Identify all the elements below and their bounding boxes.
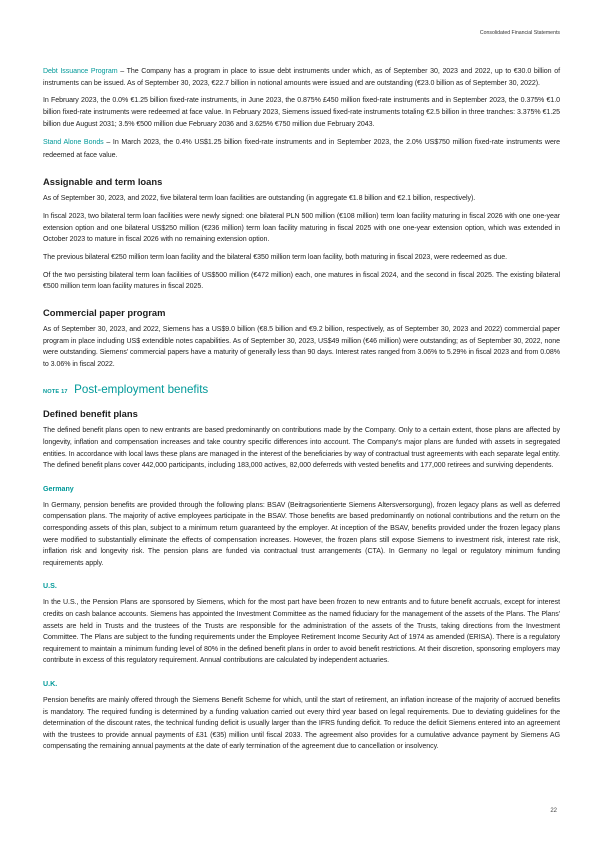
debt-issuance-text: The Company has a program in place to issue debt instruments under which, as of September 30, 2023 and 2022, up to €30.0 billion of instruments can be issued. As of September 30, 2023, €22.7 billion in notional amounts were issued and are outstanding (€23.0 billion as of September 30, 2022). — [43, 68, 560, 87]
loans-paragraph: As of September 30, 2023, and 2022, five bilateral term loan facilities are outstanding (in aggregate €1.8 billion and €2.1 billion, respectively). — [43, 195, 476, 203]
section-heading-defined-benefit: Defined benefit plans — [43, 408, 138, 420]
standalone-bonds-label: Stand Alone Bonds — [43, 139, 104, 147]
page-number: 22 — [550, 808, 557, 814]
commercial-paper-paragraph: As of September 30, 2023, and 2022, Siemens has a US$9.0 billion (€8.5 billion and €9.2 billion, respectively, as of September 30, 2023 and 2022) commercial paper program in place including US$ extendible notes capabilities. As of September 30, 2023, US$49 million (€46 million) were outstanding; as of September 30, 2022, none were outstanding. Siemens' commercial papers have a maturity of generally less than 90 days. Interest rates ranged from 3.06% to 5.29% in fiscal 2023 and from 0.08% to 3.06% in fiscal 2022. — [43, 326, 560, 368]
debt-issuance-paragraph — [43, 66, 560, 89]
loans-paragraph: Of the two persisting bilateral term loan facilities of US$500 million (€472 million) each, one matures in fiscal 2024, and the second in fiscal 2025. The existing bilateral €500 million term loan facility matures in fiscal 2025. — [43, 271, 560, 291]
loans-paragraph: The previous bilateral €250 million term loan facility and the bilateral €350 million term loan facility, both maturing in fiscal 2023, were redeemed as due. — [43, 254, 508, 262]
subheading-us: U.S. — [43, 582, 57, 591]
section-heading-loans: Assignable and term loans — [43, 176, 163, 188]
subheading-uk: U.K. — [43, 679, 58, 688]
uk-paragraph: Pension benefits are mainly offered through the Siemens Benefit Scheme for which, until the start of retirement, an inflation increase of the majority of accrued benefits is mandatory. The required funding is determined by a funding valuation carried out every third year based on legal requirements. Due to deviating guidelines for the determination of the discount rates, the technical funding deficit is usually larger than the IFRS funding deficit. To reduce the deficit Siemens entered into an agreement with the trustees to provide annual payments of £31 (€35) million until fiscal 2033. The agreement also provides for a cumulative advance payment by Siemens AG compensating the remaining annual payments at the date of early termination of the agreement due to cancellation or insolvency. — [43, 696, 560, 751]
subheading-germany: Germany — [43, 484, 74, 493]
defined-benefit-paragraph: The defined benefit plans open to new entrants are based predominantly on contributions made by the Company. Only to a certain extent, those plans are affected by longevity, inflation and compensation increases and take country specific differences into account. The Company's major plans are funded with assets in segregated entities. In accordance with local laws these plans are managed in the interest of the beneficiaries by way of contractual trust agreements with each separate legal entity. The defined benefit plans cover 442,000 participants, including 183,000 actives, 82,000 deferreds with vested benefits and 177,000 retirees and surviving dependents. — [43, 427, 560, 470]
us-paragraph: In the U.S., the Pension Plans are sponsored by Siemens, which for the most part have been frozen to new entrants and to future benefit accruals, except for interest credits on cash balance accounts. Siemens has appointed the Investment Committee as the named fiduciary for the management of the assets of the Plans. The Plans' assets are held in Trusts and the trustees of the Trusts are responsible for the administration of the assets of the Trusts, taking directions from the Investment Committee. The Plans are subject to the funding requirements under the Employee Retirement Income Security Act of 1974 as amended (ERISA). There is a regulatory requirement to maintain a minimum funding level of 80% in the defined benefit plans in order to avoid benefit restrictions. At their discretion, sponsoring employers may contribute in excess of this regulatory requirement. Annual contributions are calculated by independent actuaries. — [43, 599, 560, 665]
separator-dash: – — [103, 139, 113, 147]
germany-paragraph: In Germany, pension benefits are provided through the following plans: BSAV (Beitragsorientierte Siemens Altersversorgung), frozen legacy plans as well as deferred compensation plans. The majority of active employees participate in the BSAV. Those benefits are based predominantly on notional contributions and the return on the corresponding assets of this plan, subject to a minimum return guaranteed by the employer. At inception of the BSAV, benefits provided under the frozen legacy plans were modified to substantially eliminate the effects of compensation increases. However, the frozen plans still expose Siemens to investment risk, interest rate risk, inflation risk and longevity risk. The pension plans are funded via contractual trust arrangements (CTA). In Germany no legal or regulatory minimum funding requirements apply. — [43, 501, 560, 567]
page-header-section: Consolidated Financial Statements — [479, 30, 560, 36]
standalone-bonds-text: In March 2023, the 0.4% US$1.25 billion fixed-rate instruments and in September 2023, the 2.0% US$750 million fixed-rate instruments were redeemed at face value. — [43, 139, 560, 160]
separator-dash: – — [117, 68, 127, 75]
standalone-bonds-paragraph — [43, 136, 560, 162]
note-heading: Post-employment benefits — [74, 383, 209, 397]
loans-paragraph: In fiscal 2023, two bilateral term loan facilities were newly signed: one bilateral PLN 500 million (€108 million) term loan facility maturing in fiscal 2026 with one one-year extension option and one bilateral US$250 million (€236 million) term loan facility maturing in fiscal 2025 with one one-year extension option, which was extended in October 2023 to mature in fiscal 2026 with no remaining extension option. — [43, 213, 560, 244]
note-number-label: NOTE 17 — [43, 389, 68, 396]
note-title — [43, 381, 560, 400]
debt-february-paragraph: In February 2023, the 0.0% €1.25 billion fixed-rate instruments, in June 2023, the 0.875% £450 million fixed-rate instruments and in September 2023, the 0.375% €1.0 billion fixed-rate instruments were redeemed at face value. In February 2023, Siemens issued fixed-rate instruments totaling €2.5 billion in three tranches: 3.375% €1.25 billion due August 2031; 3.5% €500 million due February 2036 and 3.625% €750 million due February 2043. — [43, 97, 560, 128]
section-heading-commercial-paper: Commercial paper program — [43, 307, 166, 319]
debt-issuance-label: Debt Issuance Program — [43, 68, 118, 75]
document-body — [43, 66, 560, 759]
